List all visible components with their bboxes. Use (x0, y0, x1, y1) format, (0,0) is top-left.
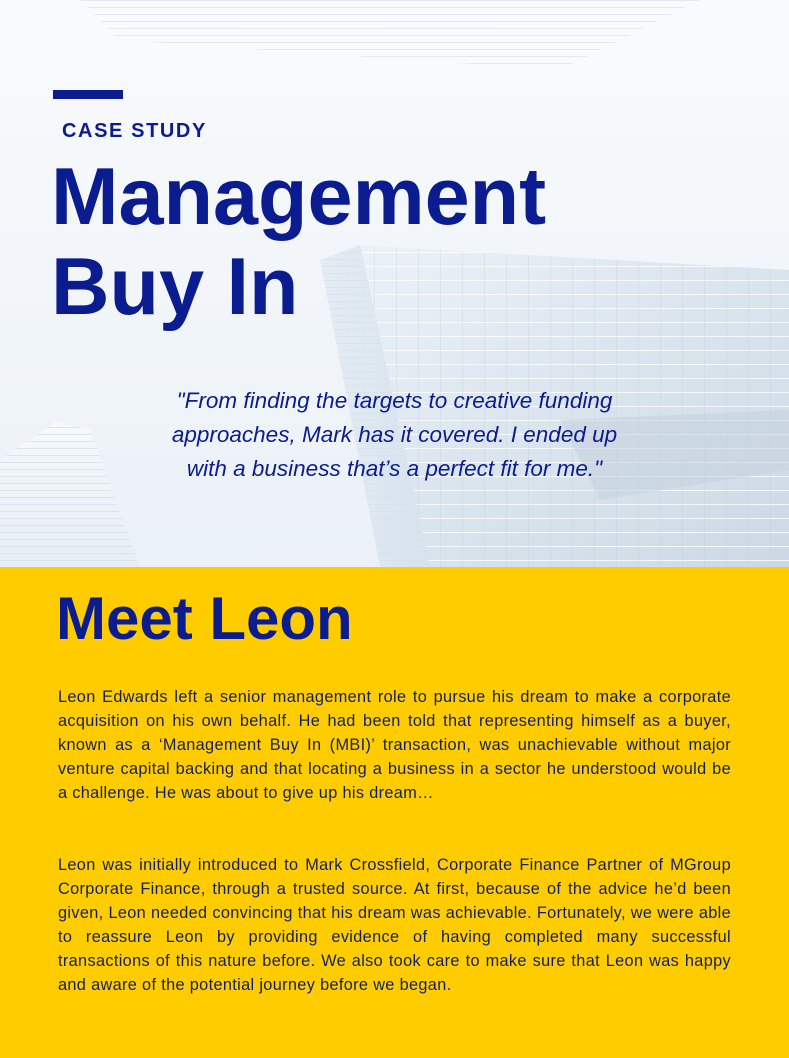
page-title-line-1: Management (51, 152, 547, 242)
testimonial-quote (120, 384, 669, 486)
quote-line-2: approaches, Mark has it covered. I ended up (171, 422, 618, 447)
quote-line-3: with a business that’s a perfect fit for me." (186, 456, 603, 481)
meet-leon-section (0, 567, 789, 1058)
section-title: Meet Leon (56, 585, 353, 652)
eyebrow-label: CASE STUDY (62, 120, 207, 142)
accent-bar (53, 90, 123, 99)
body-paragraph-1: Leon Edwards left a senior management role to pursue his dream to make a corporate acquisition on his own behalf. He had been told that representing himself as a buyer, known as a ‘Management Buy In (MBI)’ transaction, was unachievable without major venture capital backing and that locating a business in a sector he understood would be a challenge. He was about to give up his dream… (58, 688, 731, 802)
body-paragraph-2: Leon was initially introduced to Mark Crossfield, Corporate Finance Partner of MGroup Corporate Finance, through a trusted source. At first, because of the advice he’d been given, Leon needed convincing that his dream was achievable. Fortunately, we were able to reassure Leon by providing evidence of having completed many successful transactions of this nature before. We also took care to make sure that Leon was happy and aware of the potential journey before we began. (58, 856, 731, 994)
page-title (51, 152, 671, 332)
quote-line-1: "From finding the targets to creative funding (176, 388, 613, 413)
page-title-line-2: Buy In (51, 242, 299, 332)
